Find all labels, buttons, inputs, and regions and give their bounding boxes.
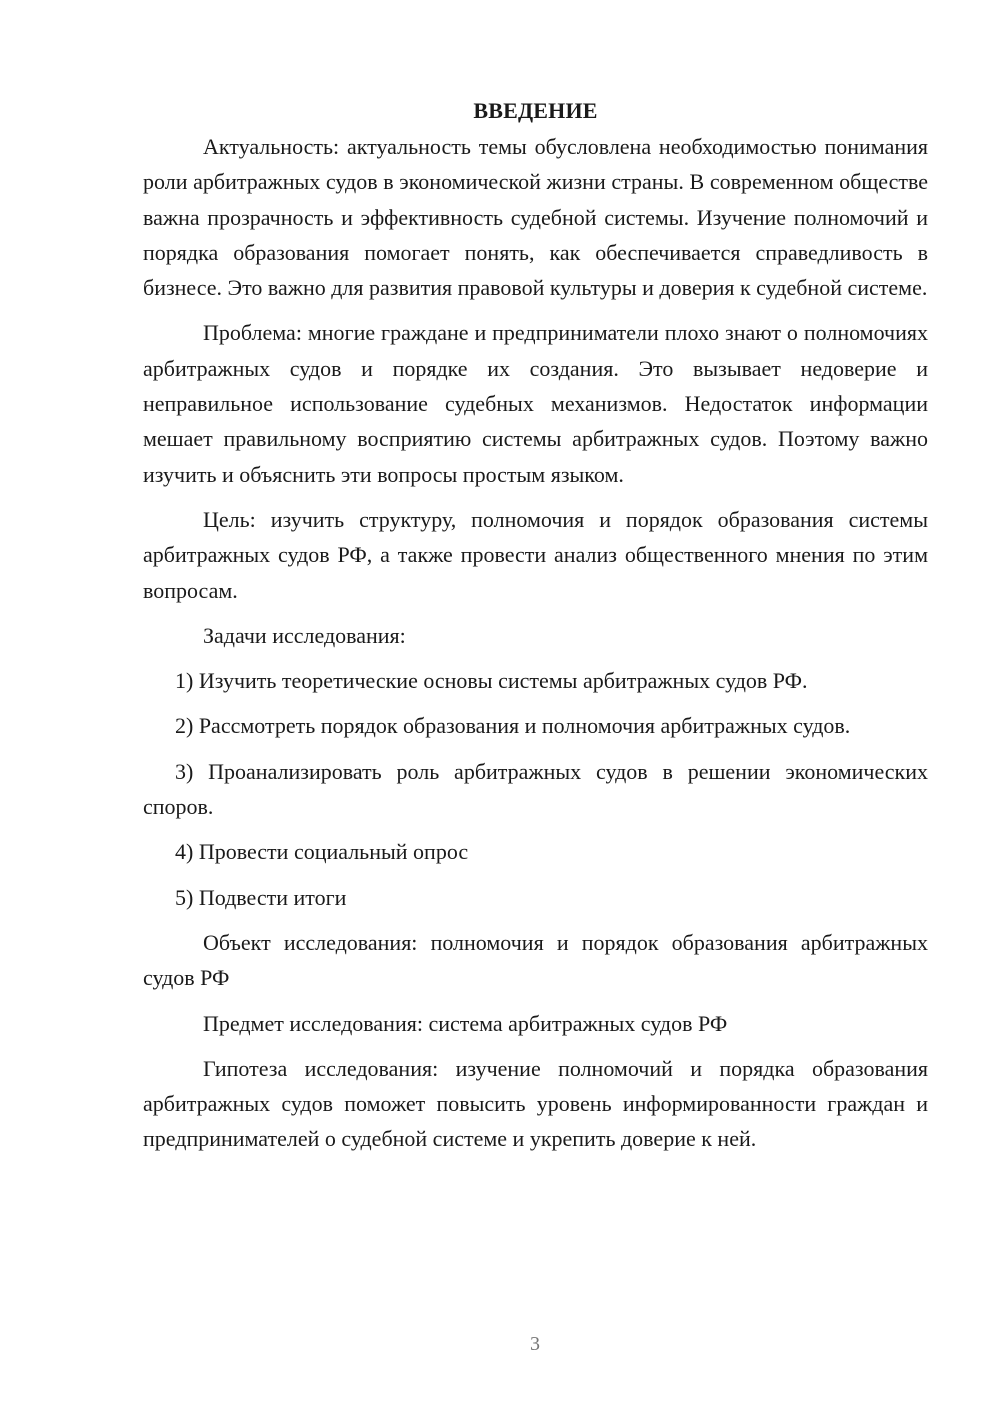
paragraph-hypothesis: Гипотеза исследования: изучение полномочий и порядка образования арбитражных судов поможет повысить уровень информированности граждан и предпринимателей о судебной системе и укрепить доверие к ней. <box>143 1055 928 1152</box>
paragraph-tasks-heading: Задачи исследования: <box>203 622 406 648</box>
text-column <box>143 94 928 1167</box>
paragraph-object: Объект исследования: полномочия и порядок образования арбитражных судов РФ <box>143 929 928 991</box>
task-item-1: 1) Изучить теоретические основы системы арбитражных судов РФ. <box>175 668 808 694</box>
paragraph-problem: Проблема: многие граждане и предприниматели плохо знают о полномочиях арбитражных судов и порядке их создания. Это вызывает недоверие и неправильное использование судебных механизмов. Недостаток информации мешает правильному восприятию системы арбитражных судов. Поэтому важно изучить и объяснить эти вопросы простым языком. <box>143 320 928 487</box>
task-item-5: 5) Подвести итоги <box>175 884 347 910</box>
task-item-2: 2) Рассмотреть порядок образования и полномочия арбитражных судов. <box>175 713 851 739</box>
page-number: 3 <box>530 1333 540 1355</box>
paragraph-relevance: Актуальность: актуальность темы обусловлена необходимостью понимания роли арбитражных судов в экономической жизни страны. В современном обществе важна прозрачность и эффективность судебной системы. Изучение полномочий и порядка образования помогает понять, как обеспечивается справедливость в бизнесе. Это важно для развития правовой культуры и доверия к судебной системе. <box>143 134 928 301</box>
task-item-4: 4) Провести социальный опрос <box>175 839 469 865</box>
section-title: ВВЕДЕНИЕ <box>473 98 598 123</box>
paragraph-subject: Предмет исследования: система арбитражных судов РФ <box>203 1010 728 1036</box>
paragraph-goal: Цель: изучить структуру, полномочия и порядок образования системы арбитражных судов РФ, а также провести анализ общественного мнения по этим вопросам. <box>143 506 928 603</box>
task-item-3: 3) Проанализировать роль арбитражных судов в решении экономических споров. <box>143 758 928 820</box>
